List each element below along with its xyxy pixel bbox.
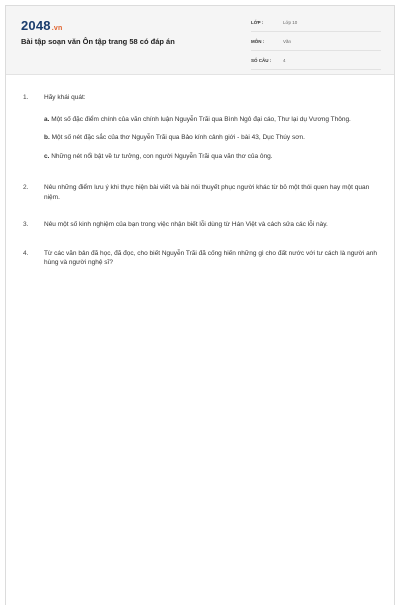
sub-question	[44, 133, 379, 143]
question-number: 3.	[23, 221, 29, 228]
meta-info	[251, 18, 381, 75]
question-number: 1.	[23, 94, 29, 101]
logo-tld: .vn	[51, 25, 63, 32]
sub-question-letter: a.	[44, 115, 50, 123]
question-item	[21, 93, 379, 161]
logo-number: 2048	[21, 18, 51, 33]
meta-value: Văn	[283, 39, 292, 44]
meta-row-subject	[251, 37, 381, 51]
document-title: Bài tập soạn văn Ôn tập trang 58 có đáp án	[21, 37, 175, 46]
sub-question-letter: b.	[44, 134, 50, 141]
question-text: Hãy khái quát:	[44, 94, 86, 101]
sub-question-letter: c.	[44, 152, 50, 160]
sub-question	[44, 152, 379, 162]
sub-question-text: Một số nét đặc sắc của thơ Nguyễn Trãi qua Bảo kính cảnh giới - bài 43, Dục Thúy sơn.	[51, 134, 305, 141]
question-number: 4.	[23, 249, 29, 257]
meta-row-question-count	[251, 56, 381, 70]
question-text: Nêu một số kinh nghiệm của bạn trong việc nhận biết lỗi dùng từ Hán Việt và cách sửa các lỗi này.	[44, 221, 328, 228]
question-list	[6, 75, 394, 268]
question-number: 2.	[23, 184, 29, 191]
question-text: Từ các văn bản đã học, đã đọc, cho biết Nguyễn Trãi đã cống hiến những gì cho đất nước với tư cách là người anh hùng và người nghệ sĩ?	[44, 249, 378, 266]
sub-question-text: Những nét nổi bật về tư tưởng, con người Nguyễn Trãi qua văn thơ của ông.	[51, 152, 273, 160]
meta-value: 4	[283, 58, 286, 63]
meta-row-grade	[251, 18, 381, 32]
sub-question	[44, 115, 379, 125]
meta-value: Lớp 10	[283, 20, 298, 25]
question-item	[21, 183, 379, 202]
meta-label: SỐ CÂU :	[251, 58, 272, 63]
site-logo[interactable]	[21, 18, 62, 33]
question-item	[21, 249, 379, 268]
meta-label: LỚP :	[251, 20, 264, 25]
question-item	[21, 220, 379, 230]
meta-label: MÔN :	[251, 39, 265, 44]
question-text: Nêu những điểm lưu ý khi thực hiện bài viết và bài nói thuyết phục người khác từ bỏ một thói quen hay một quan niệm.	[44, 184, 370, 201]
sub-question-text: Một số đặc điểm chính của văn chính luận Nguyễn Trãi qua Bình Ngô đại cáo, Thư lại dụ Vương Thông.	[51, 115, 351, 123]
worksheet-header	[6, 6, 394, 75]
worksheet	[5, 5, 395, 605]
